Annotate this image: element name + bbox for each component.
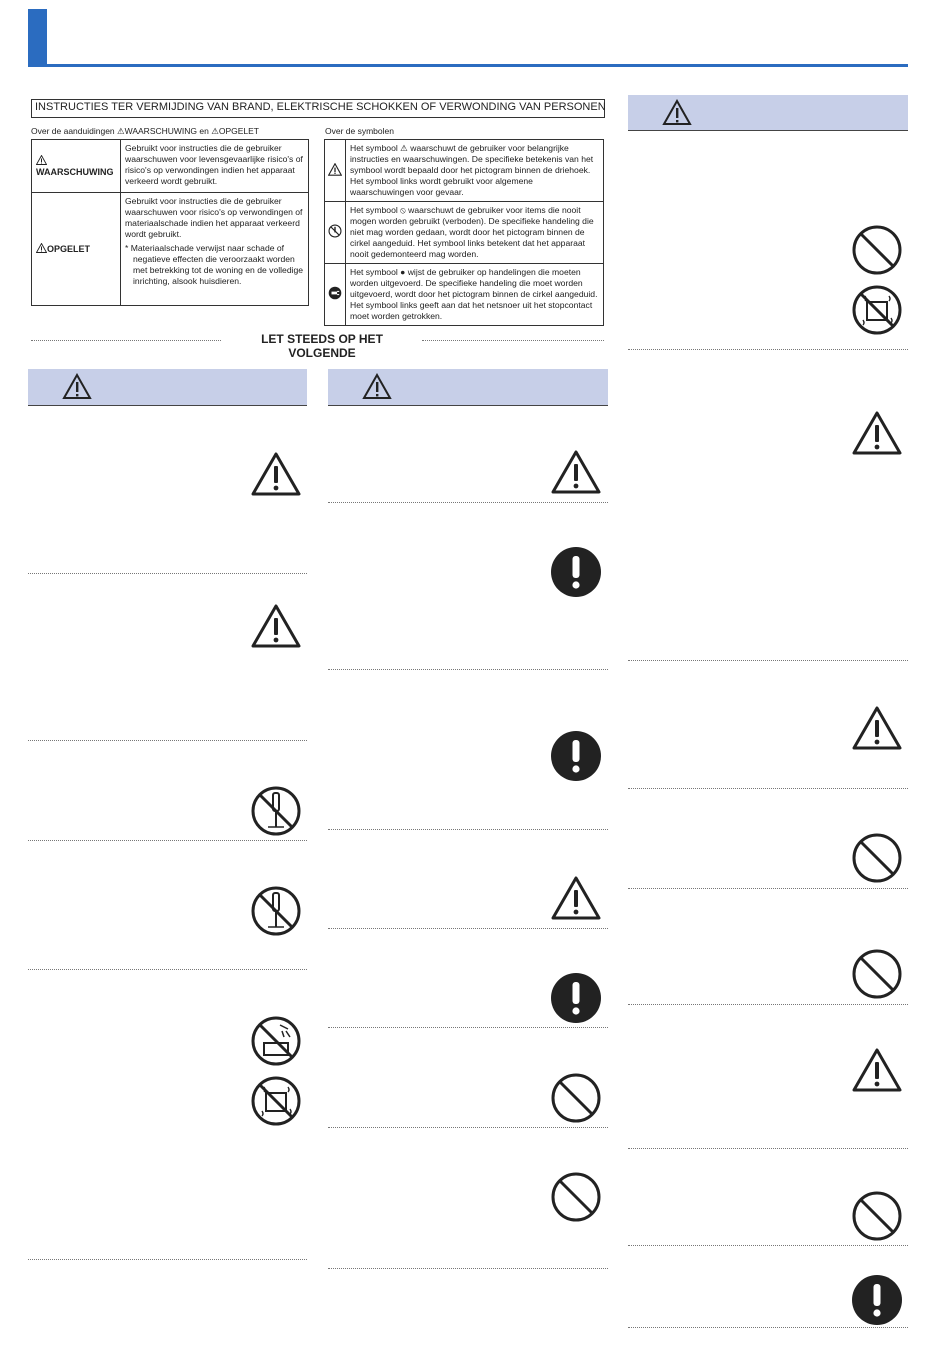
separator	[628, 1004, 908, 1005]
unplug-icon	[328, 286, 342, 300]
prohibited-icon	[851, 948, 903, 1000]
warning-triangle-icon	[851, 1047, 903, 1093]
separator	[628, 349, 908, 350]
warning-triangle-icon	[250, 451, 302, 497]
no-shower-icon	[250, 1015, 302, 1067]
separator	[328, 1268, 608, 1269]
header-accent-block	[28, 9, 47, 66]
warning-triangle-icon	[550, 449, 602, 495]
symbols-caption: Over de symbolen	[325, 126, 394, 136]
symbols-table	[324, 139, 604, 326]
labels-caption: Over de aanduidingen ⚠WAARSCHUWING en ⚠OPGELET	[31, 126, 259, 136]
no-disassemble-icon	[250, 785, 302, 837]
prohibited-icon	[851, 832, 903, 884]
separator	[628, 1245, 908, 1246]
observe-divider-right	[422, 340, 604, 341]
label-caution: OPGELET	[47, 244, 91, 254]
labels-table	[31, 139, 309, 306]
mandatory-action-icon	[851, 1274, 903, 1326]
section-header-1	[28, 369, 307, 406]
no-disassemble-icon	[250, 885, 302, 937]
symbol-prohibition-text: Het symbool ⦸ waarschuwt de gebruiker voor items die nooit mogen worden gebruikt (verboden). De specifieke handeling die niet mag worden gedaan, wordt door het pictogram binnen de cirkel aangeduid. Het symbool links betekent dat het apparaat nooit gedemonteerd mag worden.	[346, 202, 604, 264]
warning-triangle-icon	[36, 155, 47, 165]
observe-divider-left	[31, 340, 221, 341]
warning-triangle-icon	[250, 603, 302, 649]
mandatory-action-icon	[550, 972, 602, 1024]
separator	[28, 1259, 307, 1260]
symbol-mandatory-text: Het symbool ● wijst de gebruiker op handelingen die moeten worden uitgevoerd. De specifieke handeling die moet worden uitgevoerd, wordt door het pictogram binnen de cirkel aangeduid. Het symbool links geeft aan dat het netsnoer uit het stopcontact moet worden getrokken.	[346, 264, 604, 326]
separator	[28, 740, 307, 741]
separator	[628, 1148, 908, 1149]
prohibited-icon	[550, 1072, 602, 1124]
warning-triangle-icon	[550, 875, 602, 921]
label-warning-text: Gebruikt voor instructies die de gebruiker waarschuwen voor levensgevaarlijke risico's of risico's op verwondingen indien het apparaat verkeerd wordt gebruikt.	[121, 140, 309, 193]
no-wet-icon	[250, 1075, 302, 1127]
no-wet-icon	[851, 284, 903, 336]
label-caution-note: * Materiaalschade verwijst naar schade of negatieve effecten die veroorzaakt worden met betrekking tot de woning en de volledige inrichting, alsook huisdieren.	[125, 243, 304, 286]
prohibition-disassemble-icon	[328, 224, 342, 238]
label-caution-text: Gebruikt voor instructies die de gebruiker waarschuwen voor risico's op verwondingen of materiaalschade indien het apparaat verkeerd wordt gebruikt.	[125, 196, 303, 239]
separator	[328, 928, 608, 929]
warning-triangle-icon	[362, 373, 392, 400]
separator	[328, 1127, 608, 1128]
warning-triangle-icon	[851, 410, 903, 456]
warning-triangle-icon	[62, 373, 92, 400]
label-warning: WAARSCHUWING	[36, 166, 114, 177]
separator	[28, 573, 307, 574]
mandatory-action-icon	[550, 546, 602, 598]
section-header-2	[328, 369, 608, 406]
separator	[28, 969, 307, 970]
separator	[628, 888, 908, 889]
separator	[328, 1027, 608, 1028]
separator	[628, 660, 908, 661]
intro-banner	[31, 99, 605, 118]
warning-triangle-icon	[328, 163, 342, 176]
observe-heading: LET STEEDS OP HET VOLGENDE	[261, 332, 383, 360]
separator	[328, 669, 608, 670]
warning-triangle-icon	[662, 99, 692, 126]
mandatory-action-icon	[550, 730, 602, 782]
separator	[628, 1327, 908, 1328]
intro-banner-title: INSTRUCTIES TER VERMIJDING VAN BRAND, ELEKTRISCHE SCHOKKEN OF VERWONDING VAN PERSONEN	[35, 101, 606, 113]
separator	[328, 829, 608, 830]
separator	[328, 502, 608, 503]
section-header-3	[628, 95, 908, 131]
separator	[28, 840, 307, 841]
prohibited-icon	[851, 1190, 903, 1242]
warning-triangle-icon	[851, 705, 903, 751]
symbol-triangle-text: Het symbool ⚠ waarschuwt de gebruiker voor belangrijke instructies en waarschuwingen. De specifieke betekenis van het symbool wordt bepaald door het pictogram binnen de driehoek. Het symbool links wordt gebruikt voor algemene waarschuwingen voor gevaar.	[346, 140, 604, 202]
caution-triangle-icon	[36, 243, 47, 253]
prohibited-icon	[550, 1171, 602, 1223]
separator	[628, 788, 908, 789]
prohibited-icon	[851, 224, 903, 276]
header-rule	[28, 64, 908, 67]
